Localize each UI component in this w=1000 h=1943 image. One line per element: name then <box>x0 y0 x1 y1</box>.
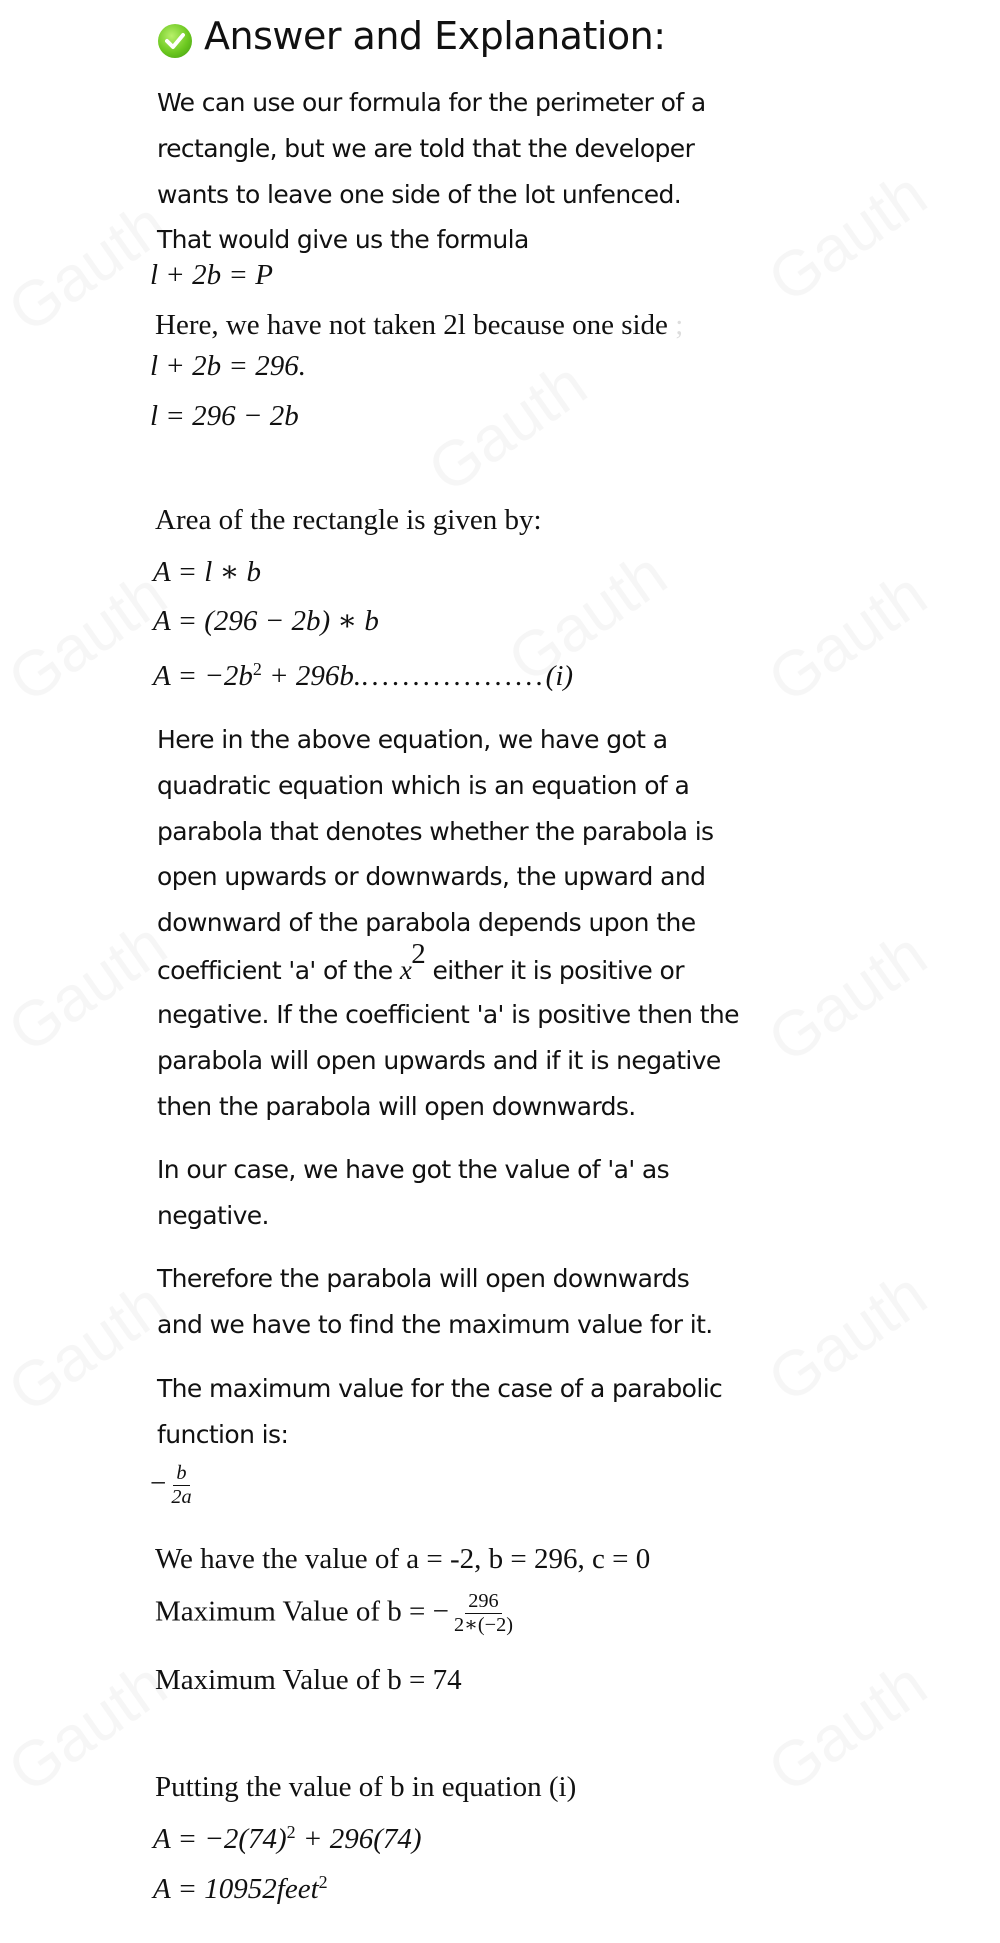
exponent: 2 <box>411 938 426 970</box>
formula-perimeter <box>150 259 273 292</box>
equation-text: l + 2b = 296. <box>150 350 306 382</box>
exponent: 2 <box>286 1822 296 1843</box>
parabola-line: open upwards or downwards, the upward and <box>157 862 706 891</box>
equation-sum <box>150 350 306 383</box>
leader-dots: .................. <box>361 660 546 692</box>
watermark <box>415 347 600 508</box>
watermark <box>755 557 940 718</box>
numerator: 296 <box>465 1590 501 1614</box>
intro-line: rectangle, but we are told that the developer <box>157 134 695 163</box>
watermark <box>755 1257 940 1418</box>
max-b-result: Maximum Value of b = 74 <box>155 1664 462 1696</box>
coefficient-line <box>157 938 684 986</box>
note-text: Here, we have not taken 2l because one side <box>155 309 668 341</box>
area-equation-2 <box>153 603 379 638</box>
area-heading: Area of the rectangle is given by: <box>155 504 542 536</box>
note-2l <box>155 309 683 342</box>
parabola-line: negative. If the coefficient 'a' is positive then the <box>157 1000 739 1029</box>
minus-sign: − <box>150 1467 167 1500</box>
check-circle-icon <box>158 24 192 58</box>
watermark <box>755 1647 940 1808</box>
variable: x <box>399 954 412 985</box>
denominator: 2a <box>171 1486 192 1509</box>
fraction <box>451 1590 516 1638</box>
parabola-line: parabola that denotes whether the parabola is <box>157 817 714 846</box>
intro-line: We can use our formula for the perimeter of a <box>157 88 706 117</box>
our-case-line: negative. <box>157 1201 269 1230</box>
equation-l <box>150 400 299 433</box>
therefore-line: and we have to find the maximum value for it. <box>157 1310 713 1339</box>
final-equation-1 <box>153 1823 422 1856</box>
equation-text: A = l ∗ b <box>153 556 262 588</box>
exponent: 2 <box>252 659 262 680</box>
section-title: Answer and Explanation: <box>204 14 666 58</box>
equation-text: A = (296 − 2b) ∗ b <box>153 605 379 637</box>
vertex-formula <box>150 1462 197 1510</box>
exponent: 2 <box>318 1872 328 1893</box>
our-case-line: In our case, we have got the value of 'a' as <box>157 1155 670 1184</box>
values-line: We have the value of a = -2, b = 296, c = 0 <box>155 1543 651 1575</box>
parabola-line: then the parabola will open downwards. <box>157 1092 636 1121</box>
parabola-line: parabola will open upwards and if it is negative <box>157 1046 721 1075</box>
numerator: b <box>173 1462 189 1486</box>
unit: feet <box>276 1873 319 1905</box>
watermark <box>0 907 180 1068</box>
watermark <box>755 157 940 318</box>
area-equation-1 <box>153 554 261 589</box>
intro-line: wants to leave one side of the lot unfenced. <box>157 180 682 209</box>
final-equation-2 <box>153 1873 328 1906</box>
max-value-line: The maximum value for the case of a parabolic <box>157 1374 723 1403</box>
parabola-line: quadratic equation which is an equation of a <box>157 771 690 800</box>
equation-text: + 296b. <box>261 660 362 692</box>
max-value-line: function is: <box>157 1420 289 1449</box>
text: coefficient 'a' of the <box>157 955 400 985</box>
label: Maximum Value of b = <box>155 1595 433 1628</box>
equation-text: A = 10952 <box>153 1873 277 1905</box>
therefore-line: Therefore the parabola will open downwards <box>157 1264 690 1293</box>
parabola-line: downward of the parabola depends upon the <box>157 908 696 937</box>
putting-line: Putting the value of b in equation (i) <box>155 1771 577 1803</box>
watermark <box>0 1647 180 1808</box>
minus-sign: − <box>432 1595 449 1628</box>
equation-text: + 296(74) <box>295 1823 422 1855</box>
watermark <box>755 917 940 1078</box>
denominator: 2∗(−2) <box>453 1614 513 1637</box>
max-b-equation <box>155 1590 518 1638</box>
equation-text: A = −2b <box>153 660 253 692</box>
formula-text: l + 2b = P <box>150 259 273 291</box>
area-equation-3 <box>153 660 573 693</box>
fraction <box>168 1462 194 1510</box>
equation-label: (i) <box>545 660 574 692</box>
equation-text: A = −2(74) <box>153 1823 287 1855</box>
note-trailing: ; <box>675 309 684 341</box>
equation-text: l = 296 − 2b <box>150 400 299 432</box>
parabola-line: Here in the above equation, we have got a <box>157 725 668 754</box>
text: either it is positive or <box>425 955 684 985</box>
intro-line: That would give us the formula <box>157 225 529 254</box>
watermark <box>0 1267 180 1428</box>
